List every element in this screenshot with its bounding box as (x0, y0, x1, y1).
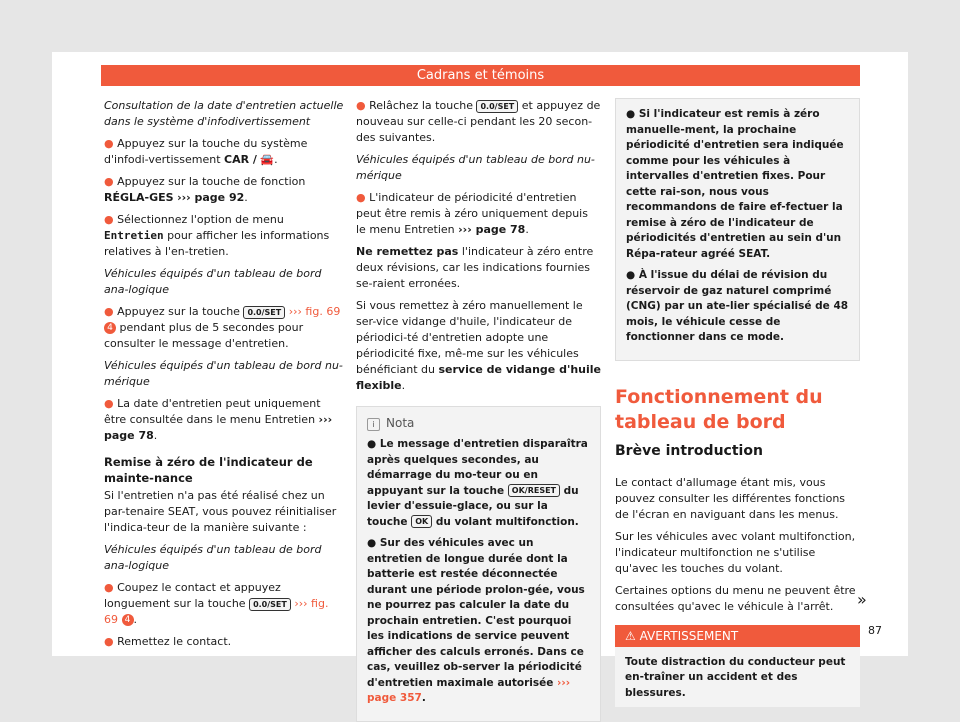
para-reset: Si l'entretien n'a pas été réalisé chez un par-tenaire SEAT, vous pouvez réinitialiser l'indica-teur de la manière suivante : (104, 489, 337, 534)
subheading-analog-2: Véhicules équipés d'un tableau de bord ana-logique (104, 543, 322, 572)
ok-reset-key-icon: OK/RESET (508, 484, 560, 497)
warning-box (615, 625, 860, 708)
para-warning: Ne remettez pas l'indicateur à zéro entre deux révisions, car les indications fournies se-raient erronées. (356, 245, 594, 290)
car-menu-icon: 🚘 (260, 153, 275, 166)
page-link[interactable]: ››› page 92 (177, 191, 245, 204)
step-4: ● Appuyez sur la touche 0.0/SET ››› fig. 69 4 pendant plus de 5 secondes pour consulter le message d'entretien. (104, 305, 341, 350)
callout-4: 4 (104, 322, 116, 334)
step-3: ● Sélectionnez l'option de menu Entretien pour afficher les informations relatives à l'en-tretien. (104, 213, 330, 258)
subheading-infotainment: Consultation de la date d'entretien actuelle dans le système d'infodivertissement (104, 99, 344, 128)
section-header: Cadrans et témoins (101, 65, 860, 86)
column-1 (104, 98, 344, 656)
heading-reset: Remise à zéro de l'indicateur de mainte-nance (104, 455, 313, 485)
fig-link[interactable]: ››› fig. 69 (104, 597, 329, 626)
subsection-title: Brève introduction (615, 442, 763, 459)
manual-page (52, 52, 908, 704)
column-3 (615, 98, 860, 707)
column-2 (356, 98, 601, 722)
info-box (615, 98, 860, 361)
section-title: Fonctionnement du tableau de bord (615, 385, 823, 433)
step-5: ● La date d'entretien peut uniquement être consultée dans le menu Entretien ››› page 78. (104, 397, 333, 442)
page-link[interactable]: ››› page 78 (458, 223, 526, 236)
para-intro-2: Sur les véhicules avec volant multifonction, l'indicateur multifonction ne s'utilise qu'avec les touches du volant. (615, 529, 856, 575)
step-9: ● L'indicateur de périodicité d'entretien peut être remis à zéro uniquement depuis le menu Entretien ››› page 78. (356, 191, 588, 236)
continue-arrow: » (857, 590, 867, 609)
set-key-icon: 0.0/SET (476, 100, 518, 113)
set-key-icon: 0.0/SET (243, 306, 285, 319)
nota-item-2: ● Sur des véhicules avec un entretien de longue durée dont la batterie est restée déconnectée durant une période prolon-gée, vous ne pourrez pas calculer la date du prochain entretien. C'est pourquoi les indications de service peuvent afficher des calculs erronés. Dans ce cas, veuillez ob-server la périodicité d'entretien maximale autorisée ››› page 357. (367, 537, 585, 704)
info-icon: i (367, 418, 380, 431)
callout-4: 4 (122, 614, 134, 626)
warning-body: Toute distraction du conducteur peut en-traîner un accident et des blessures. (625, 655, 846, 699)
subheading-analog: Véhicules équipés d'un tableau de bord ana-logique (104, 267, 322, 296)
page-link[interactable]: ››› page 357 (367, 676, 571, 704)
para-oil: Si vous remettez à zéro manuellement le ser-vice vidange d'huile, l'indicateur de périodici-té d'entretien adopte une périodicité fixe, mê-me sur les véhicules bénéficiant du service de vidange d'huile flexible. (356, 299, 601, 392)
info-item-1: ● Si l'indicateur est remis à zéro manuelle-ment, la prochaine périodicité d'entretien sera indiquée comme pour les véhicules à intervalles d'entretien fixes. Pour cette rai-son, nous vous recommandons de faire ef-fectuer la remise à zéro de l'indicateur de périodicités d'entretien au sein d'un Répa-rateur agréé SEAT. (626, 108, 844, 260)
step-6: ● Coupez le contact et appuyez longuement sur la touche 0.0/SET ››› fig. 69 4 . (104, 581, 329, 626)
subheading-digital: Véhicules équipés d'un tableau de bord nu-mérique (104, 359, 343, 388)
step-8: ● Relâchez la touche 0.0/SET et appuyez de nouveau sur celle-ci pendant les 20 secon-des suivantes. (356, 99, 601, 144)
nota-item-1: ● Le message d'entretien disparaîtra après quelques secondes, au démarrage du mo-teur ou en appuyant sur la touche OK/RESET du levier d'essuie-glace, ou sur la touche OK du volant multifonction. (367, 438, 588, 528)
nota-title: i Nota (367, 415, 590, 431)
ok-key-icon: OK (411, 515, 432, 528)
warning-header: ⚠ AVERTISSEMENT (615, 625, 860, 647)
fig-link[interactable]: ››› fig. 69 (288, 305, 341, 318)
para-intro-3: Certaines options du menu ne peuvent être consultées qu'avec le véhicule à l'arrêt. (615, 583, 856, 613)
step-7: ● Remettez le contact. (104, 635, 232, 648)
page-number: 87 (868, 624, 882, 637)
nota-box (356, 406, 601, 722)
para-intro-1: Le contact d'allumage étant mis, vous pouvez consulter les différentes fonctions de l'écran en naviguant dans les menus. (615, 475, 846, 521)
info-item-2: ● À l'issue du délai de révision du réservoir de gaz naturel comprimé (CNG) par un ate-lier spécialisé de 48 mois, le véhicule cesse de fonctionner dans ce mode. (626, 269, 849, 343)
page-link[interactable]: ››› page 78 (104, 413, 333, 442)
step-1: ● Appuyez sur la touche du système d'infodi-vertissement CAR / 🚘. (104, 137, 308, 166)
step-2: ● Appuyez sur la touche de fonction RÉGLA-GES ››› page 92. (104, 175, 306, 204)
warning-icon: ⚠ (625, 628, 636, 643)
subheading-digital-2: Véhicules équipés d'un tableau de bord nu-mérique (356, 153, 595, 182)
set-key-icon: 0.0/SET (249, 598, 291, 611)
